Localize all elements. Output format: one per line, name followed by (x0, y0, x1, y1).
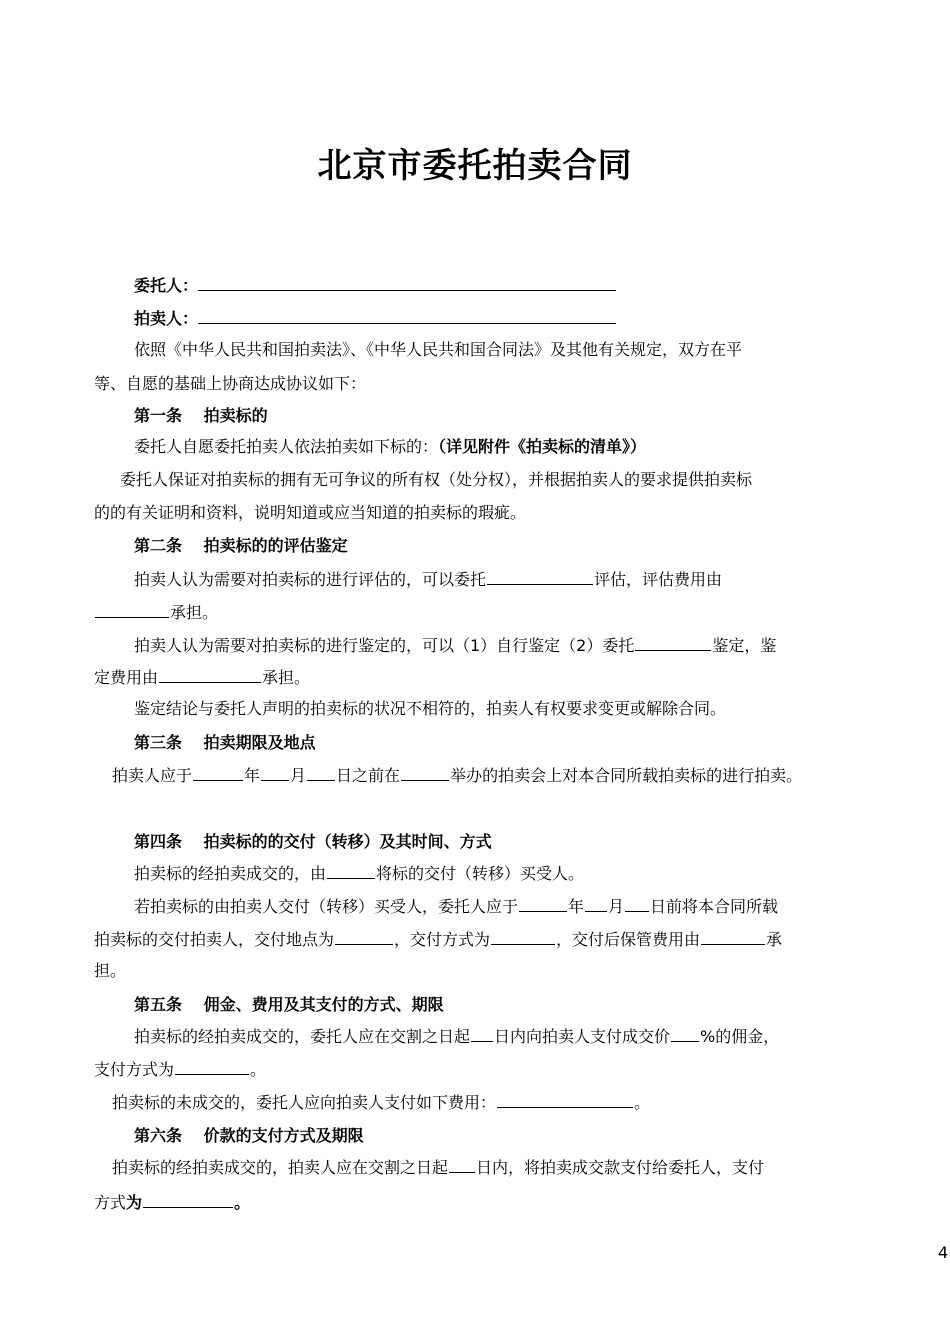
article-2-text: 拍卖人认为需要对拍卖标的进行评估的，可以委托 (134, 570, 487, 589)
article-4-para-1 (134, 861, 584, 885)
article-3-text: 拍卖人应于 (112, 766, 193, 785)
article-5-para-1-line-1 (134, 1024, 779, 1048)
article-3-text: 年 (244, 766, 261, 785)
article-3-heading: 第三条 拍卖期限及地点 (134, 733, 316, 752)
article-2-text: 拍卖人认为需要对拍卖标的进行鉴定的，可以（1）自行鉴定（2）委托 (134, 636, 635, 655)
article-2-para-2-line-2 (94, 665, 310, 689)
delivery-day-blank[interactable] (625, 894, 649, 912)
payment-days-blank[interactable] (449, 1155, 475, 1173)
intro-line-1: 依照《中华人民共和国拍卖法》、《中华人民共和国合同法》及其他有关规定，双方在平 (134, 340, 743, 359)
delivery-place-blank[interactable] (335, 927, 393, 945)
article-1-text: 委托人自愿委托拍卖人依法拍卖如下标的： (134, 437, 439, 456)
article-2-heading: 第二条 拍卖标的的评估鉴定 (134, 536, 348, 555)
auctioneer-row (134, 307, 616, 330)
article-5-heading: 第五条 佣金、费用及其支付的方式、期限 (134, 995, 444, 1014)
auction-day-blank[interactable] (307, 763, 335, 781)
article-2-text: 定费用由 (94, 668, 159, 687)
article-5-text: 拍卖标的未成交的，委托人应向拍卖人支付如下费用： (112, 1093, 497, 1112)
article-4-text: ，交付后保管费用由 (556, 930, 701, 949)
principal-blank[interactable] (198, 274, 616, 291)
article-2-para-1-line-1 (134, 567, 722, 591)
principal-label: 委托人： (134, 276, 199, 295)
article-4-text: ，交付方式为 (394, 930, 491, 949)
unsold-fee-blank[interactable] (497, 1090, 633, 1108)
article-3-text: 日之前在 (336, 766, 401, 785)
article-4-para-2-line-3: 担。 (94, 961, 127, 980)
article-5-text: 。 (634, 1093, 651, 1112)
authentication-fee-payer-blank[interactable] (159, 665, 261, 683)
article-5-para-2 (112, 1090, 650, 1114)
commission-rate-blank[interactable] (671, 1024, 699, 1042)
storage-fee-payer-blank[interactable] (701, 927, 765, 945)
article-4-text: 将标的交付（转移）买受人。 (376, 864, 585, 883)
article-1-heading: 第一条 拍卖标的 (134, 406, 268, 425)
principal-row (134, 274, 616, 297)
article-6-text: 拍卖标的经拍卖成交的，拍卖人应在交割之日起 (112, 1158, 449, 1177)
article-5-para-1-line-2 (94, 1057, 266, 1081)
article-1-para-2-line-1: 委托人保证对拍卖标的拥有无可争议的所有权（处分权），并根据拍卖人的要求提供拍卖标 (120, 470, 753, 489)
article-6-text: 日内，将拍卖成交款支付给委托人，支付 (476, 1158, 765, 1177)
article-4-text: 承 (766, 930, 783, 949)
article-1-attachment-note: （详见附件《拍卖标的清单》） (438, 437, 647, 456)
article-2-text: 鉴定，鉴 (712, 636, 777, 655)
delivery-year-blank[interactable] (519, 894, 567, 912)
commission-payment-method-blank[interactable] (175, 1057, 249, 1075)
article-4-text: 月 (608, 897, 625, 916)
article-4-text: 日前将本合同所载 (650, 897, 779, 916)
delivery-month-blank[interactable] (585, 894, 607, 912)
auctioneer-blank[interactable] (198, 307, 616, 324)
intro-line-2: 等、自愿的基础上协商达成协议如下： (94, 374, 367, 393)
commission-days-blank[interactable] (471, 1024, 493, 1042)
auctioneer-label: 拍卖人： (134, 309, 199, 328)
article-4-heading: 第四条 拍卖标的的交付（转移）及其时间、方式 (134, 832, 492, 851)
article-5-text: 日内向拍卖人支付成交价 (494, 1027, 671, 1046)
article-4-text: 拍卖标的交付拍卖人，交付地点为 (94, 930, 335, 949)
article-6-para-1-line-2 (94, 1190, 250, 1214)
article-5-text: 拍卖标的经拍卖成交的，委托人应在交割之日起 (134, 1027, 471, 1046)
delivering-party-blank[interactable] (327, 861, 375, 879)
auction-location-blank[interactable] (401, 763, 449, 781)
article-2-para-2-line-1 (134, 633, 776, 657)
article-4-para-2-line-2 (94, 927, 782, 951)
article-5-text: 。 (250, 1060, 267, 1079)
article-4-para-2-line-1 (134, 894, 778, 918)
auction-month-blank[interactable] (261, 763, 289, 781)
article-2-para-3: 鉴定结论与委托人声明的拍卖标的状况不相符的，拍卖人有权要求变更或解除合同。 (134, 699, 727, 718)
article-3-text: 月 (290, 766, 307, 785)
article-6-text: 。 (234, 1193, 251, 1212)
article-6-text: 方式 (94, 1193, 127, 1212)
article-2-text: 承担。 (170, 603, 219, 622)
article-1-para-2-line-2: 的的有关证明和资料，说明知道或应当知道的拍卖标的瑕疵。 (94, 503, 527, 522)
article-5-text: %的佣金， (700, 1027, 780, 1046)
auction-year-blank[interactable] (193, 763, 243, 781)
article-2-text: 承担。 (262, 668, 311, 687)
article-2-text: 评估，评估费用由 (594, 570, 723, 589)
delivery-method-blank[interactable] (491, 927, 555, 945)
article-4-text: 拍卖标的经拍卖成交的，由 (134, 864, 327, 883)
authenticator-blank[interactable] (635, 633, 711, 651)
page-number: 4 (938, 1243, 949, 1262)
article-2-para-1-line-2 (94, 600, 218, 624)
article-6-heading: 第六条 价款的支付方式及期限 (134, 1126, 364, 1145)
article-5-text: 支付方式为 (94, 1060, 175, 1079)
article-6-text: 为 (126, 1193, 143, 1212)
appraisal-fee-payer-blank[interactable] (95, 600, 169, 618)
article-3-para-1 (112, 763, 802, 787)
payment-method-blank[interactable] (143, 1190, 233, 1208)
appraiser-blank[interactable] (487, 567, 593, 585)
article-6-para-1-line-1 (112, 1155, 764, 1179)
article-4-text: 若拍卖标的由拍卖人交付（转移）买受人，委托人应于 (134, 897, 519, 916)
article-3-text: 举办的拍卖会上对本合同所载拍卖标的进行拍卖。 (450, 766, 803, 785)
article-4-text: 年 (568, 897, 585, 916)
article-1-para-1 (134, 436, 646, 458)
page-title: 北京市委托拍卖合同 (317, 146, 633, 186)
